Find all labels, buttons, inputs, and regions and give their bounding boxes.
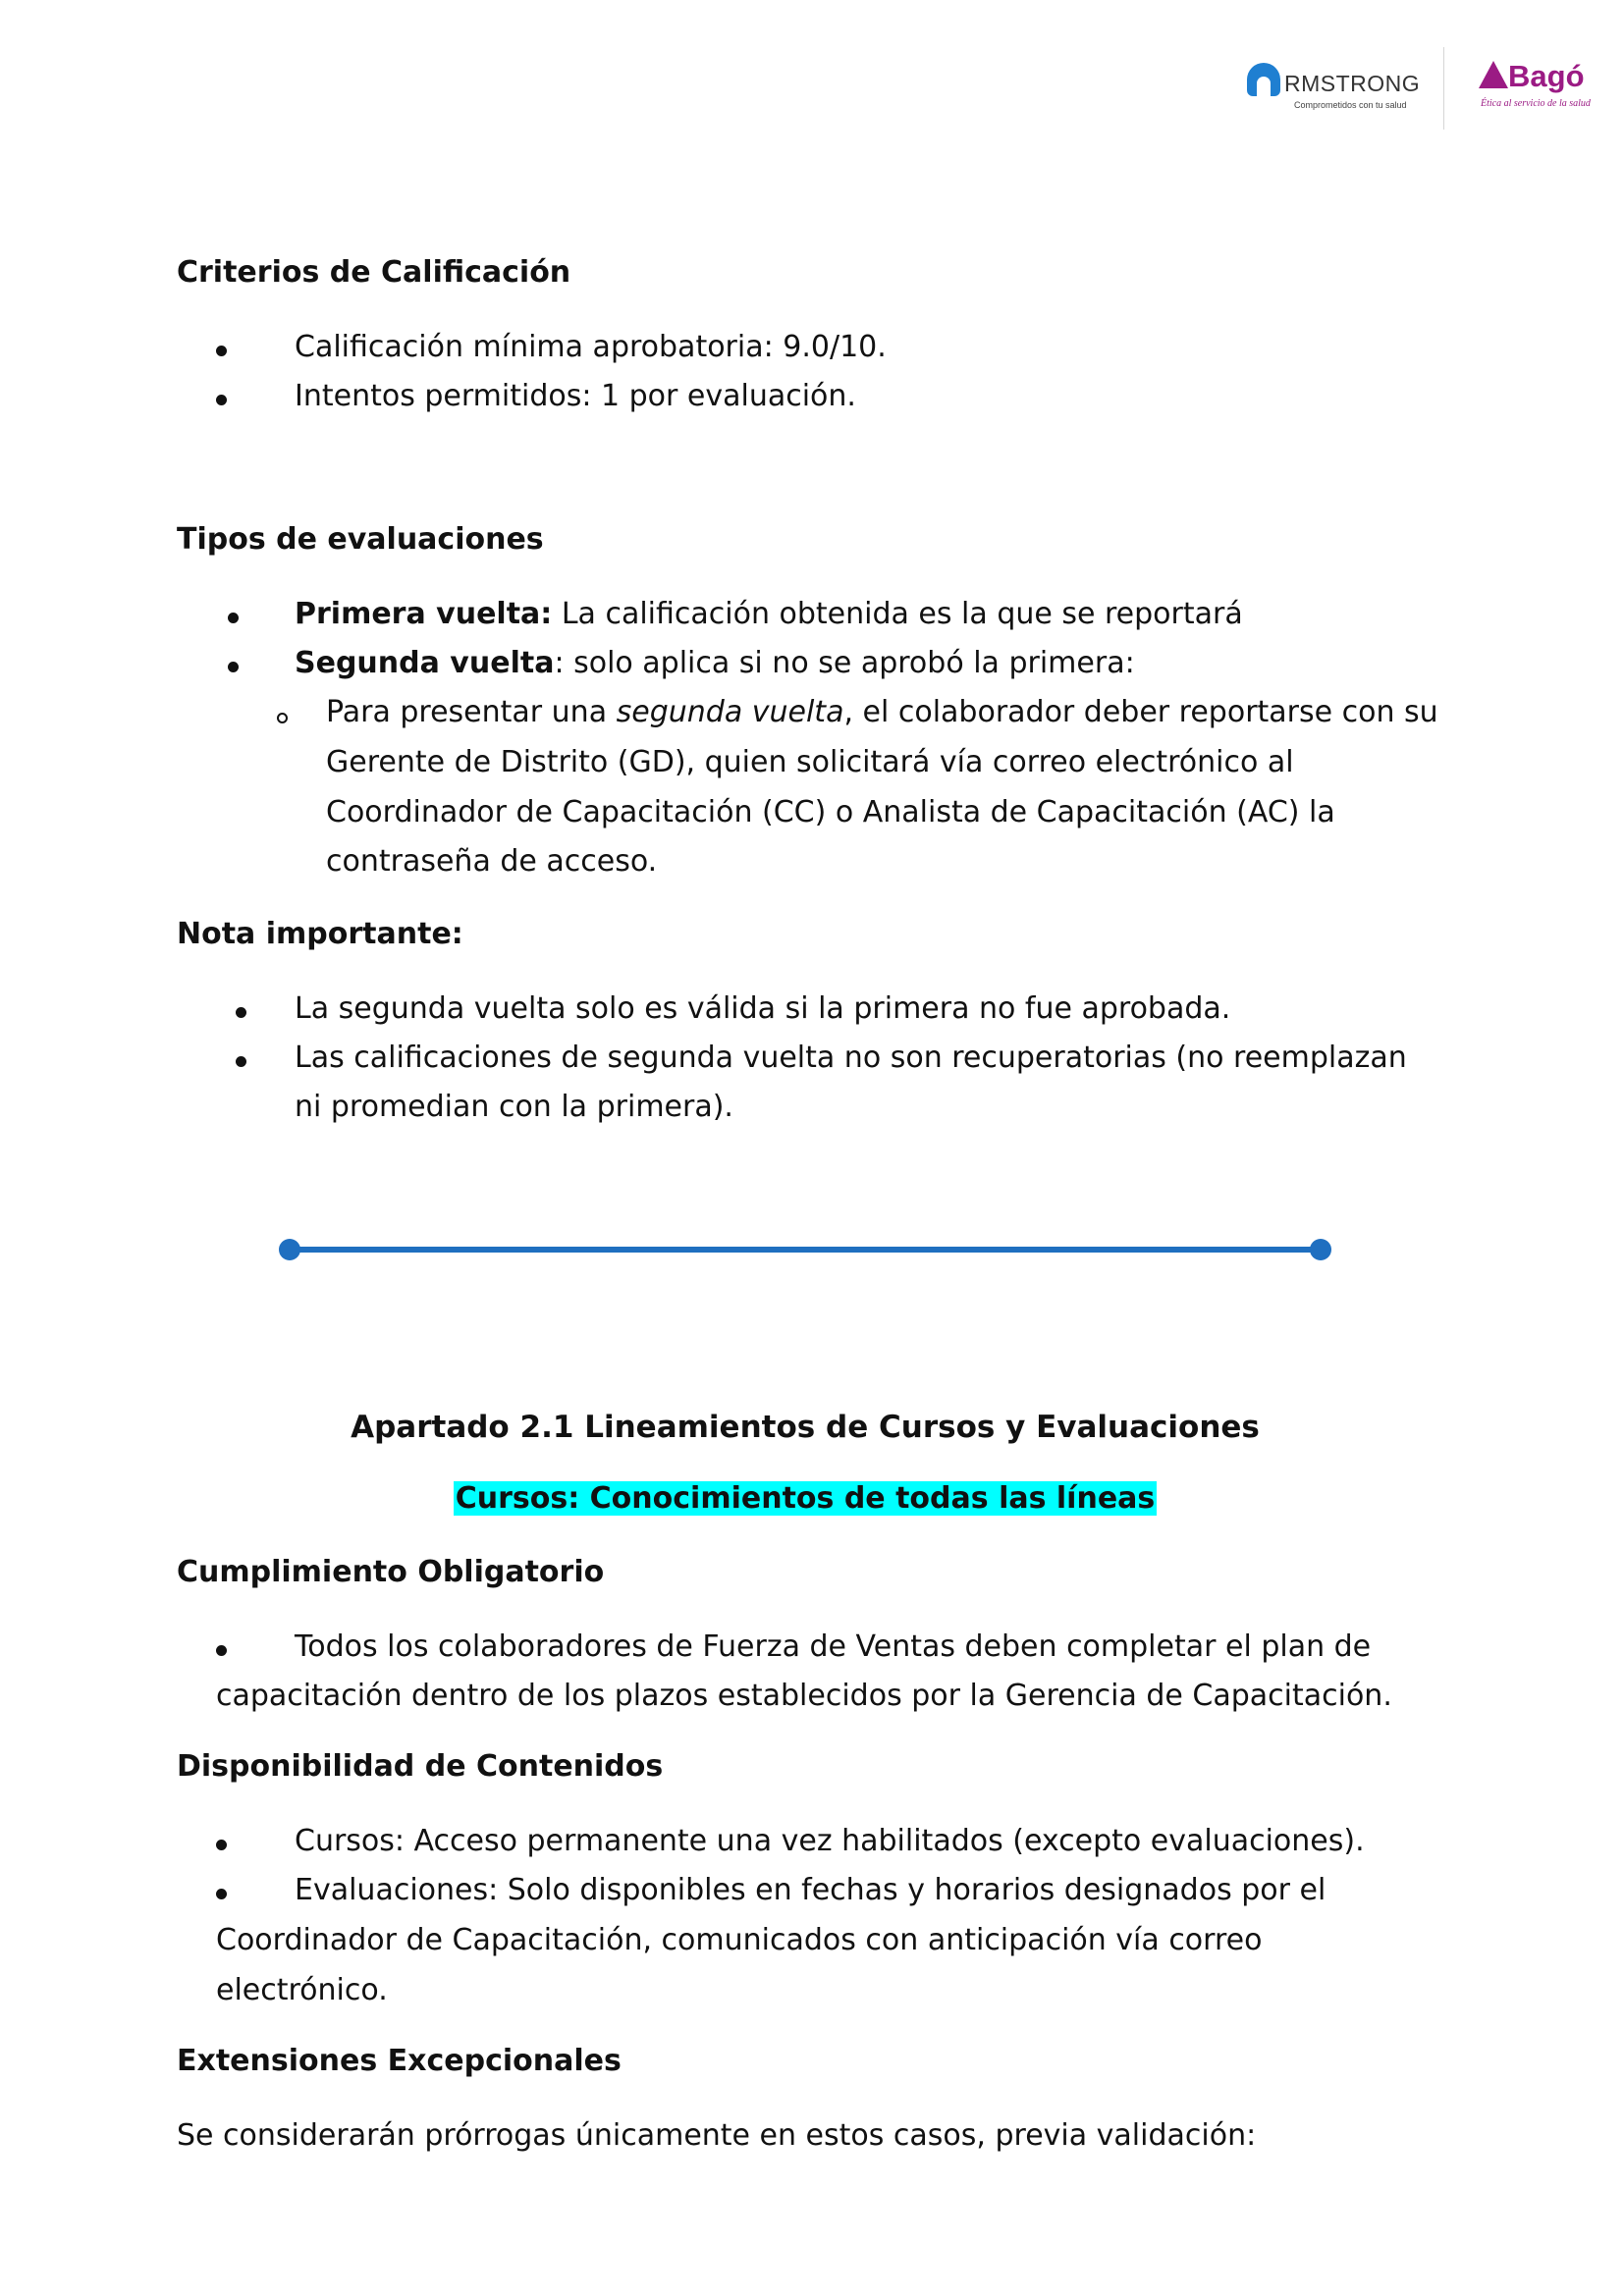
segunda-sub-line-1 [326,693,1438,732]
bullet-icon [236,1039,246,1078]
separator-dot-right [1310,1239,1331,1260]
bullet-icon [216,1871,227,1910]
cursos-highlight: Cursos: Conocimientos de todas las líneas [455,1481,1156,1516]
logo-divider [1443,47,1444,130]
disponibilidad-heading: Disponibilidad de Contenidos [177,1749,664,1784]
bullet-icon [216,377,227,416]
bago-tagline: Ética al servicio de la salud [1481,98,1591,109]
extensiones-heading: Extensiones Excepcionales [177,2044,622,2078]
armstrong-name: RMSTRONG [1284,71,1421,96]
disponibilidad-item-1: Cursos: Acceso permanente una vez habilitados (excepto evaluaciones). [295,1824,1365,1858]
disponibilidad-item-2-line-1: Evaluaciones: Solo disponibles en fechas y horarios designados por el [295,1873,1326,1907]
armstrong-logo [1247,61,1434,114]
bullet-icon [216,1822,227,1861]
bullet-icon [228,644,239,683]
criterios-item-1: Calificación mínima aprobatoria: 9.0/10. [295,330,887,364]
segunda-vuelta-text: : solo aplica si no se aprobó la primera: [554,646,1135,680]
bullet-icon [228,595,239,634]
disponibilidad-item-2-line-3: electrónico. [216,1973,388,2007]
cumplimiento-heading: Cumplimiento Obligatorio [177,1555,605,1589]
primera-vuelta-item [295,595,1243,634]
disponibilidad-item-2-line-2: Coordinador de Capacitación, comunicados con anticipación vía correo [216,1923,1263,1957]
bago-logo [1479,59,1597,118]
bago-name: Bagó [1508,59,1585,93]
nota-item-2-line-2: ni promedian con la primera). [295,1090,733,1124]
primera-vuelta-label: Primera vuelta: [295,597,553,631]
cumplimiento-line-2: capacitación dentro de los plazos establecidos por la Gerencia de Capacitación. [216,1679,1392,1713]
tipos-heading: Tipos de evaluaciones [177,522,544,557]
nota-item-2-line-1: Las calificaciones de segunda vuelta no son recuperatorias (no reemplazan [295,1041,1407,1075]
armstrong-mark-icon [1247,63,1280,96]
segunda-vuelta-label: Segunda vuelta [295,646,555,680]
section-separator-line [291,1247,1322,1253]
segunda-sub-line-4: contraseña de acceso. [326,844,658,879]
segunda-sub-line-2: Gerente de Distrito (GD), quien solicitará vía correo electrónico al [326,745,1294,779]
cumplimiento-line-1: Todos los colaboradores de Fuerza de Ventas deben completar el plan de [295,1629,1372,1664]
segunda-vuelta-item [295,644,1135,683]
sub-line-1-post: , el colaborador deber reportarse con su [843,695,1438,729]
nota-heading: Nota importante: [177,917,463,951]
primera-vuelta-text: La calificación obtenida es la que se reportará [552,597,1243,631]
segunda-sub-line-3: Coordinador de Capacitación (CC) o Analista de Capacitación (AC) la [326,795,1335,829]
bullet-icon [236,989,246,1029]
bago-mark-icon [1479,61,1508,88]
apartado-title: Apartado 2.1 Lineamientos de Cursos y Evaluaciones [351,1410,1260,1445]
sub-line-1-italic: segunda vuelta [616,695,844,729]
bullet-icon [216,1628,227,1667]
sub-line-1-pre: Para presentar una [326,695,617,729]
armstrong-tagline: Comprometidos con tu salud [1294,100,1407,110]
nota-item-1: La segunda vuelta solo es válida si la primera no fue aprobada. [295,991,1231,1026]
bullet-icon [216,328,227,367]
sub-bullet-icon [277,695,288,734]
extensiones-text: Se considerarán prórrogas únicamente en estos casos, previa validación: [177,2118,1257,2153]
criterios-item-2: Intentos permitidos: 1 por evaluación. [295,379,856,413]
separator-dot-left [279,1239,300,1260]
highlight-row [0,1479,1610,1519]
criterios-heading: Criterios de Calificación [177,255,571,290]
